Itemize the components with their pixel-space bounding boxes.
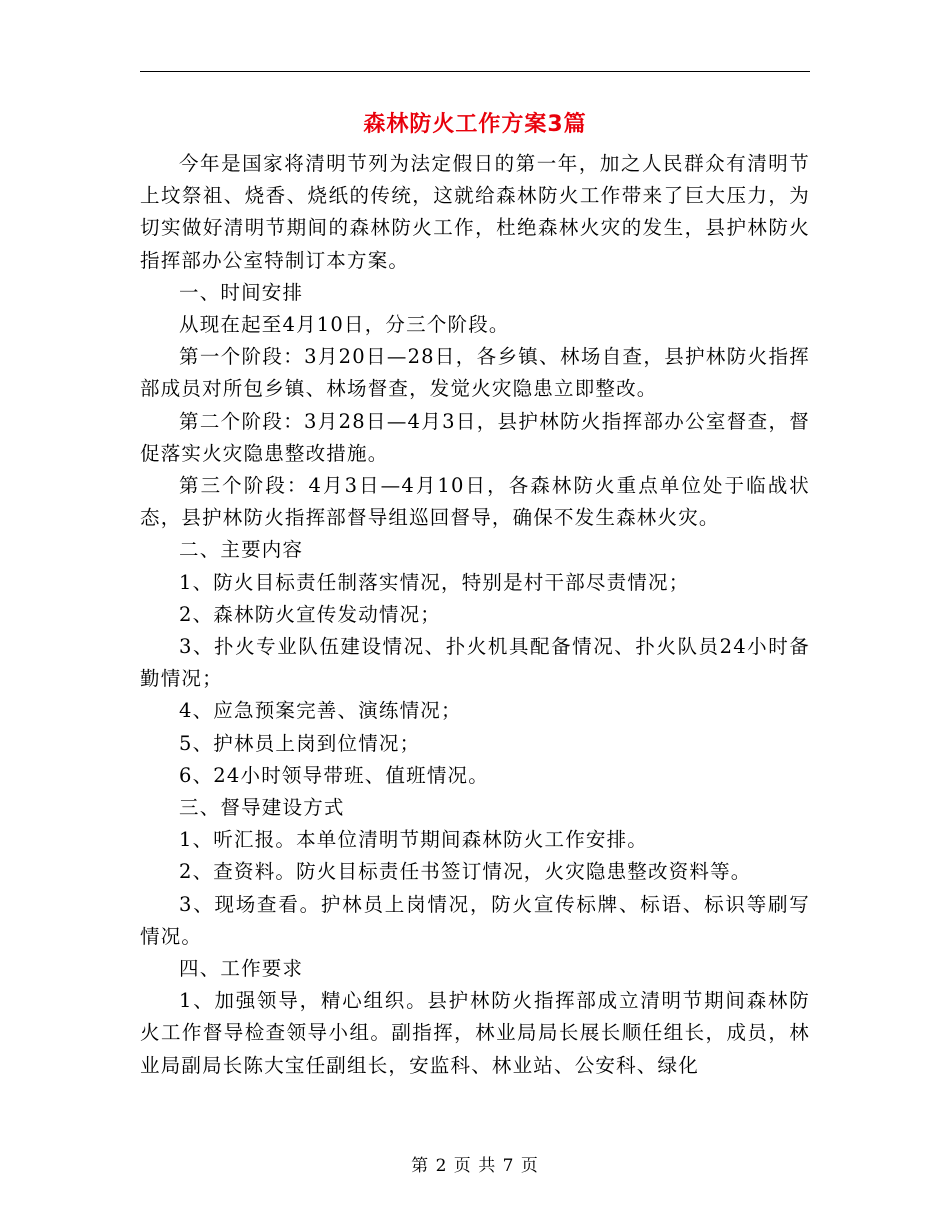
paragraph: 1、加强领导，精心组织。县护林防火指挥部成立清明节期间森林防火工作督导检查领导小组。副指挥，林业局局长展长顺任组长，成员，林业局副局长陈大宝任副组长，安监科、林业站、公安科、绿化 [140, 989, 810, 1077]
list-item: 2、森林防火宣传发动情况； [179, 602, 442, 626]
page-footer: 第 2 页 共 7 页 [411, 1156, 539, 1176]
list-item: 3、扑火专业队伍建设情况、扑火机具配备情况、扑火队员24小时备勤情况； [140, 635, 810, 691]
paragraph: 第三个阶段：4月3日—4月10日，各森林防火重点单位处于临战状态，县护林防火指挥部督导组巡回督导，确保不发生森林火灾。 [140, 474, 810, 530]
section-heading: 四、工作要求 [179, 957, 304, 981]
document-title: 森林防火工作方案3篇 [363, 112, 587, 137]
list-item: 5、护林员上岗到位情况； [179, 731, 421, 755]
list-item: 1、听汇报。本单位清明节期间森林防火工作安排。 [179, 828, 649, 852]
list-item: 2、查资料。防火目标责任书签订情况，火灾隐患整改资料等。 [179, 860, 752, 884]
paragraph: 第二个阶段：3月28日—4月3日，县护林防火指挥部办公室督查，督促落实火灾隐患整改措施。 [140, 409, 810, 465]
list-item: 6、24小时领导带班、值班情况。 [179, 763, 489, 787]
list-item: 1、防火目标责任制落实情况，特别是村干部尽责情况； [179, 570, 690, 594]
section-heading: 一、时间安排 [179, 280, 304, 304]
document-body [140, 148, 810, 1082]
section-heading: 三、督导建设方式 [179, 796, 345, 820]
paragraph: 今年是国家将清明节列为法定假日的第一年，加之人民群众有清明节上坟祭祖、烧香、烧纸的传统，这就给森林防火工作带来了巨大压力，为切实做好清明节期间的森林防火工作，杜绝森林火灾的发生，县护林防火指挥部办公室特制订本方案。 [140, 152, 810, 272]
paragraph: 从现在起至4月10日，分三个阶段。 [179, 313, 510, 337]
paragraph: 第一个阶段：3月20日—28日，各乡镇、林场自查，县护林防火指挥部成员对所包乡镇、林场督查，发觉火灾隐患立即整改。 [140, 345, 810, 401]
header-rule [140, 71, 810, 72]
list-item: 3、现场查看。护林员上岗情况，防火宣传标牌、标语、标识等刷写情况。 [140, 892, 810, 948]
section-heading: 二、主要内容 [179, 538, 304, 562]
list-item: 4、应急预案完善、演练情况； [179, 699, 462, 723]
